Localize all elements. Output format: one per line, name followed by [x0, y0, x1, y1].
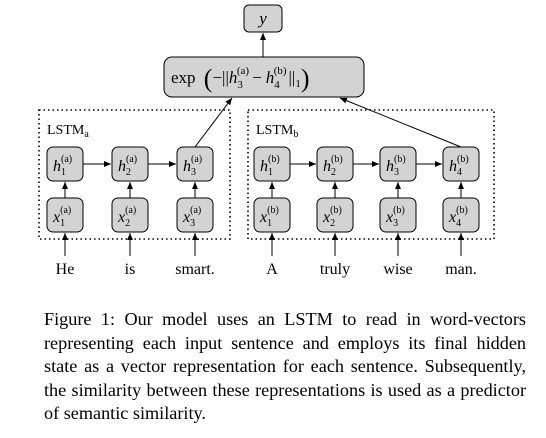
arrow-h4b-to-similarity	[340, 98, 461, 147]
lstm-b-input-node-3-label: $x_3(b)$	[386, 205, 405, 229]
lstm-b-hidden-node-4	[443, 147, 479, 181]
lstm-b-hidden-node-2	[317, 147, 353, 181]
lstm-b-hidden-node-3	[380, 147, 416, 181]
lstm-b-hidden-node-3-label: $h_3(b)$	[386, 154, 406, 178]
lstm-b-hidden-node-1	[254, 147, 290, 181]
lstm-a-hidden-node-3-label: $h_3(a)$	[183, 154, 203, 178]
lstm-b-input-node-4	[443, 198, 479, 232]
lstm-b-word-1: A	[266, 261, 278, 278]
lstm-a-word-2: is	[124, 261, 136, 278]
lstm-b-word-4: man.	[445, 261, 477, 278]
lstm-a-input-node-2-label: $x_2(a)$	[118, 205, 137, 229]
lstm-a-word-1: He	[55, 261, 75, 278]
lstm-a-hidden-node-2-label: $h_2(a)$	[118, 154, 138, 178]
lstm-b-hidden-node-4-label: $h_4(b)$	[449, 154, 469, 178]
lstm-b-title: $LSTM_b$	[256, 123, 299, 140]
lstm-b-input-node-1-label: $x_1(b)$	[260, 205, 279, 229]
lstm-b-input-node-1	[254, 198, 290, 232]
lstm-a-word-3: smart.	[175, 261, 215, 278]
lstm-a-nodes	[47, 147, 215, 278]
similarity-formula: exp ($-||h_3(a) - h_4(b)$ $||_1$)	[171, 64, 310, 93]
lstm-b-nodes	[254, 147, 479, 278]
lstm-b-input-node-3	[380, 198, 416, 232]
lstm-b-word-2: truly	[319, 261, 351, 278]
lstm-a-hidden-node-2	[112, 147, 148, 181]
lstm-b-input-node-2	[317, 198, 353, 232]
output-label: y	[259, 9, 267, 28]
lstm-b-word-3: wise	[383, 261, 413, 278]
lstm-a-input-node-1-label: $x_1(a)$	[53, 205, 72, 229]
lstm-b-input-node-4-label: $x_4(b)$	[449, 205, 468, 229]
lstm-b-hidden-node-1-label: $h_1(b)$	[260, 154, 280, 178]
lstm-a-input-node-1	[47, 198, 83, 232]
figure-caption: Figure 1: Our model uses an LSTM to read in word-vectors representing each input sentence and employs its final hidden state as a vector representation for each sentence. Subsequently, the similarity between these representations is used as a predictor of semantic similarity.	[44, 309, 526, 424]
lstm-a-title: $LSTM_a$	[47, 123, 89, 140]
lstm-a-input-node-2	[112, 198, 148, 232]
lstm-a-input-node-3-label: $x_3(a)$	[183, 205, 202, 229]
lstm-b-input-node-2-label: $x_2(b)$	[323, 205, 342, 229]
lstm-b-hidden-node-2-label: $h_2(b)$	[323, 154, 343, 178]
lstm-a-hidden-node-1-label: $h_1(a)$	[53, 154, 73, 178]
arrow-h3a-to-similarity	[195, 98, 232, 147]
lstm-a-hidden-node-3	[177, 147, 213, 181]
lstm-a-hidden-node-1	[47, 147, 83, 181]
lstm-a-input-node-3	[177, 198, 213, 232]
